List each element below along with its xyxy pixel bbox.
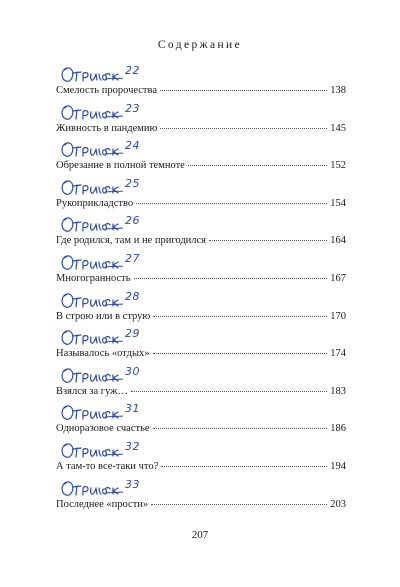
toc-line xyxy=(56,235,346,246)
toc-entry[interactable] xyxy=(56,327,346,365)
handwritten-chapter-mark xyxy=(59,440,239,462)
chapter-number: 26 xyxy=(125,214,140,228)
chapter-title: Обрезание в полной темноте xyxy=(56,160,185,172)
toc-entry[interactable] xyxy=(56,252,346,290)
chapter-page-number: 145 xyxy=(330,122,346,134)
chapter-title: Многогранность xyxy=(56,272,131,284)
toc-line xyxy=(56,499,346,510)
dot-leader xyxy=(188,165,327,166)
toc-line xyxy=(56,461,346,472)
chapter-number: 33 xyxy=(125,477,140,491)
toc-line xyxy=(56,160,346,171)
chapter-number: 22 xyxy=(125,64,140,77)
toc-line xyxy=(56,311,346,322)
chapter-title: Смелость пророчества xyxy=(56,85,158,96)
chapter-title: Одноразовое счастье xyxy=(56,423,150,435)
dot-leader xyxy=(136,203,327,204)
toc-heading: Содержание xyxy=(157,39,243,51)
toc-line xyxy=(56,198,346,209)
toc-line xyxy=(56,423,346,434)
chapter-page-number: 164 xyxy=(330,235,346,247)
chapter-page-number: 170 xyxy=(330,310,346,322)
chapter-number: 32 xyxy=(125,439,140,453)
toc-entry[interactable] xyxy=(56,139,346,177)
handwritten-chapter-mark xyxy=(59,327,239,349)
handwritten-chapter-mark xyxy=(59,139,239,161)
dot-leader xyxy=(151,504,327,505)
chapter-title: А там-то все-таки что? xyxy=(56,460,159,472)
toc-entry[interactable] xyxy=(56,102,346,140)
handwritten-chapter-mark xyxy=(59,64,239,86)
chapter-page-number: 194 xyxy=(330,460,346,472)
handwritten-chapter-mark xyxy=(59,290,239,312)
dot-leader xyxy=(209,240,327,241)
chapter-number: 28 xyxy=(125,289,140,303)
chapter-page-number: 154 xyxy=(330,197,346,209)
chapter-page-number: 186 xyxy=(330,423,346,435)
toc-line xyxy=(56,123,346,134)
dot-leader xyxy=(160,128,327,129)
chapter-title: Рукоприкладство xyxy=(56,197,134,209)
dot-leader xyxy=(134,278,328,279)
dot-leader xyxy=(131,391,327,392)
toc-line xyxy=(56,386,346,397)
toc-line xyxy=(56,348,346,359)
toc-entry[interactable] xyxy=(56,402,346,440)
toc-entry[interactable] xyxy=(56,365,346,403)
handwritten-chapter-mark xyxy=(59,102,239,124)
dot-leader xyxy=(153,316,327,317)
handwritten-chapter-mark xyxy=(59,177,239,199)
toc-line xyxy=(56,85,346,96)
toc-list xyxy=(56,64,346,515)
chapter-title: Где родился, там и не пригодился xyxy=(56,235,207,247)
handwritten-underline xyxy=(105,303,123,305)
handwritten-chapter-mark xyxy=(59,478,239,500)
chapter-number: 23 xyxy=(125,101,140,115)
chapter-page-number: 152 xyxy=(330,160,346,172)
chapter-page-number: 203 xyxy=(330,498,346,510)
chapter-page-number: 138 xyxy=(330,85,346,96)
handwritten-chapter-mark xyxy=(59,252,239,274)
toc-line xyxy=(56,273,346,284)
handwritten-chapter-mark xyxy=(59,402,239,424)
chapter-title: Называлось «отдых» xyxy=(56,348,150,360)
chapter-title: Живность в пандемию xyxy=(56,122,158,134)
handwritten-chapter-mark xyxy=(59,365,239,387)
chapter-title: Взялся за гуж… xyxy=(56,385,128,397)
chapter-title: Последнее «прости» xyxy=(56,498,149,510)
toc-entry[interactable] xyxy=(56,478,346,516)
toc-entry[interactable] xyxy=(56,214,346,252)
page-number: 207 xyxy=(191,529,209,541)
toc-entry[interactable] xyxy=(56,64,346,102)
handwritten-underline xyxy=(105,491,123,493)
chapter-page-number: 174 xyxy=(330,348,346,360)
chapter-number: 27 xyxy=(125,251,140,265)
toc-entry[interactable] xyxy=(56,440,346,478)
handwritten-chapter-mark xyxy=(59,214,239,236)
chapter-number: 24 xyxy=(125,139,140,153)
handwritten-underline xyxy=(105,115,123,117)
chapter-page-number: 183 xyxy=(330,385,346,397)
chapter-number: 25 xyxy=(125,176,140,190)
dot-leader xyxy=(160,90,327,91)
chapter-number: 30 xyxy=(125,364,140,378)
chapter-page-number: 167 xyxy=(330,272,346,284)
dot-leader xyxy=(153,428,328,429)
toc-entry[interactable] xyxy=(56,177,346,215)
chapter-number: 31 xyxy=(125,402,140,416)
dot-leader xyxy=(153,353,328,354)
chapter-title: В строю или в струю xyxy=(56,310,151,322)
dot-leader xyxy=(161,466,327,467)
toc-entry[interactable] xyxy=(56,290,346,328)
chapter-number: 29 xyxy=(125,327,140,341)
